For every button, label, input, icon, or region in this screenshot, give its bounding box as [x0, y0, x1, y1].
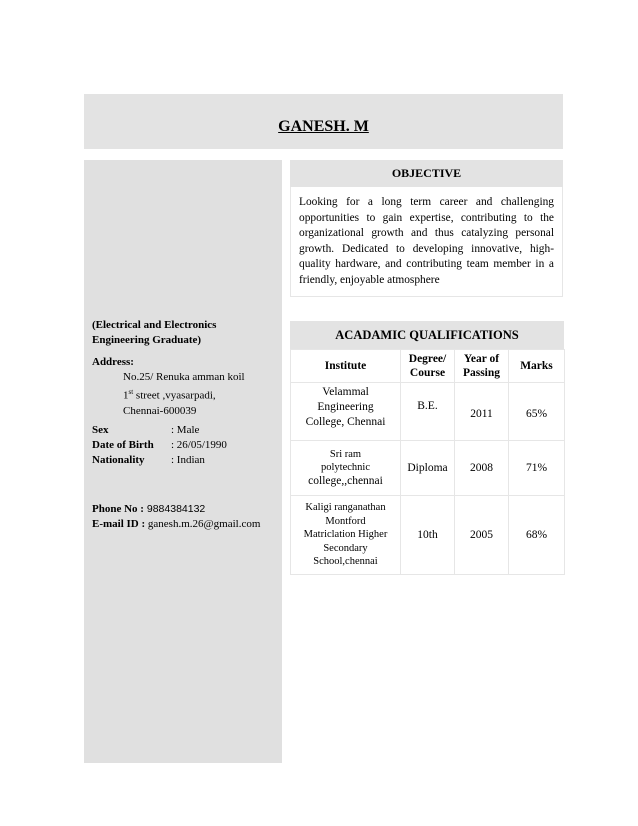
- institute-cell: Sri ram polytechnic college,,chennai: [291, 441, 401, 496]
- table-row: [291, 383, 565, 441]
- address-label: Address:: [92, 356, 134, 368]
- header-institute: Institute: [291, 350, 401, 383]
- degree-summary: (Electrical and Electronics Engineering Graduate): [92, 319, 217, 346]
- objective-heading: OBJECTIVE: [290, 160, 563, 187]
- marks-cell: 65%: [509, 383, 565, 441]
- qualifications-heading: ACADAMIC QUALIFICATIONS: [290, 321, 564, 349]
- name-header: [84, 94, 563, 149]
- marks-cell: 71%: [509, 441, 565, 496]
- institute-cell: Velammal Engineering College, Chennai: [291, 383, 401, 441]
- candidate-name: GANESH. M: [278, 118, 369, 135]
- marks-cell: 68%: [509, 496, 565, 575]
- address-line: 1st street ,vyasarpadi,: [123, 388, 216, 402]
- nationality-row: Nationality : Indian: [92, 454, 205, 466]
- address-line: No.25/ Renuka amman koil: [123, 371, 245, 383]
- personal-details-sidebar: [84, 160, 282, 763]
- table-header-row: [291, 350, 565, 383]
- address-block: [92, 355, 245, 419]
- objective-text: Looking for a long term career and challenging opportunities to gain expertise, contributing to the organizational growth and thus catalyzing personal growth. Dedicated to developing innovative, high-quality hardware, and contributing team member in a friendly, enjoyable atmosphere: [299, 196, 554, 286]
- dob-row: Date of Birth : 26/05/1990: [92, 439, 227, 451]
- year-cell: 2008: [455, 441, 509, 496]
- phone-row: Phone No : 9884384132: [92, 503, 206, 515]
- objective-box: [290, 187, 563, 297]
- email-row: E-mail ID : ganesh.m.26@gmail.com: [92, 518, 261, 530]
- institute-cell: Kaligi ranganathan Montford Matriclation Higher Secondary School,chennai: [291, 496, 401, 575]
- header-year: Year of Passing: [455, 350, 509, 383]
- table-row: [291, 441, 565, 496]
- address-line: Chennai-600039: [123, 404, 197, 417]
- personal-info: [92, 423, 227, 468]
- degree-cell: 10th: [401, 496, 455, 575]
- header-degree: Degree/ Course: [401, 350, 455, 383]
- header-marks: Marks: [509, 350, 565, 383]
- qualifications-table: [290, 349, 565, 575]
- year-cell: 2005: [455, 496, 509, 575]
- contact-info: [92, 502, 260, 532]
- degree-cell: Diploma: [401, 441, 455, 496]
- table-row: [291, 496, 565, 575]
- sex-row: Sex : Male: [92, 424, 200, 436]
- degree-cell: B.E.: [401, 383, 455, 441]
- year-cell: 2011: [455, 383, 509, 441]
